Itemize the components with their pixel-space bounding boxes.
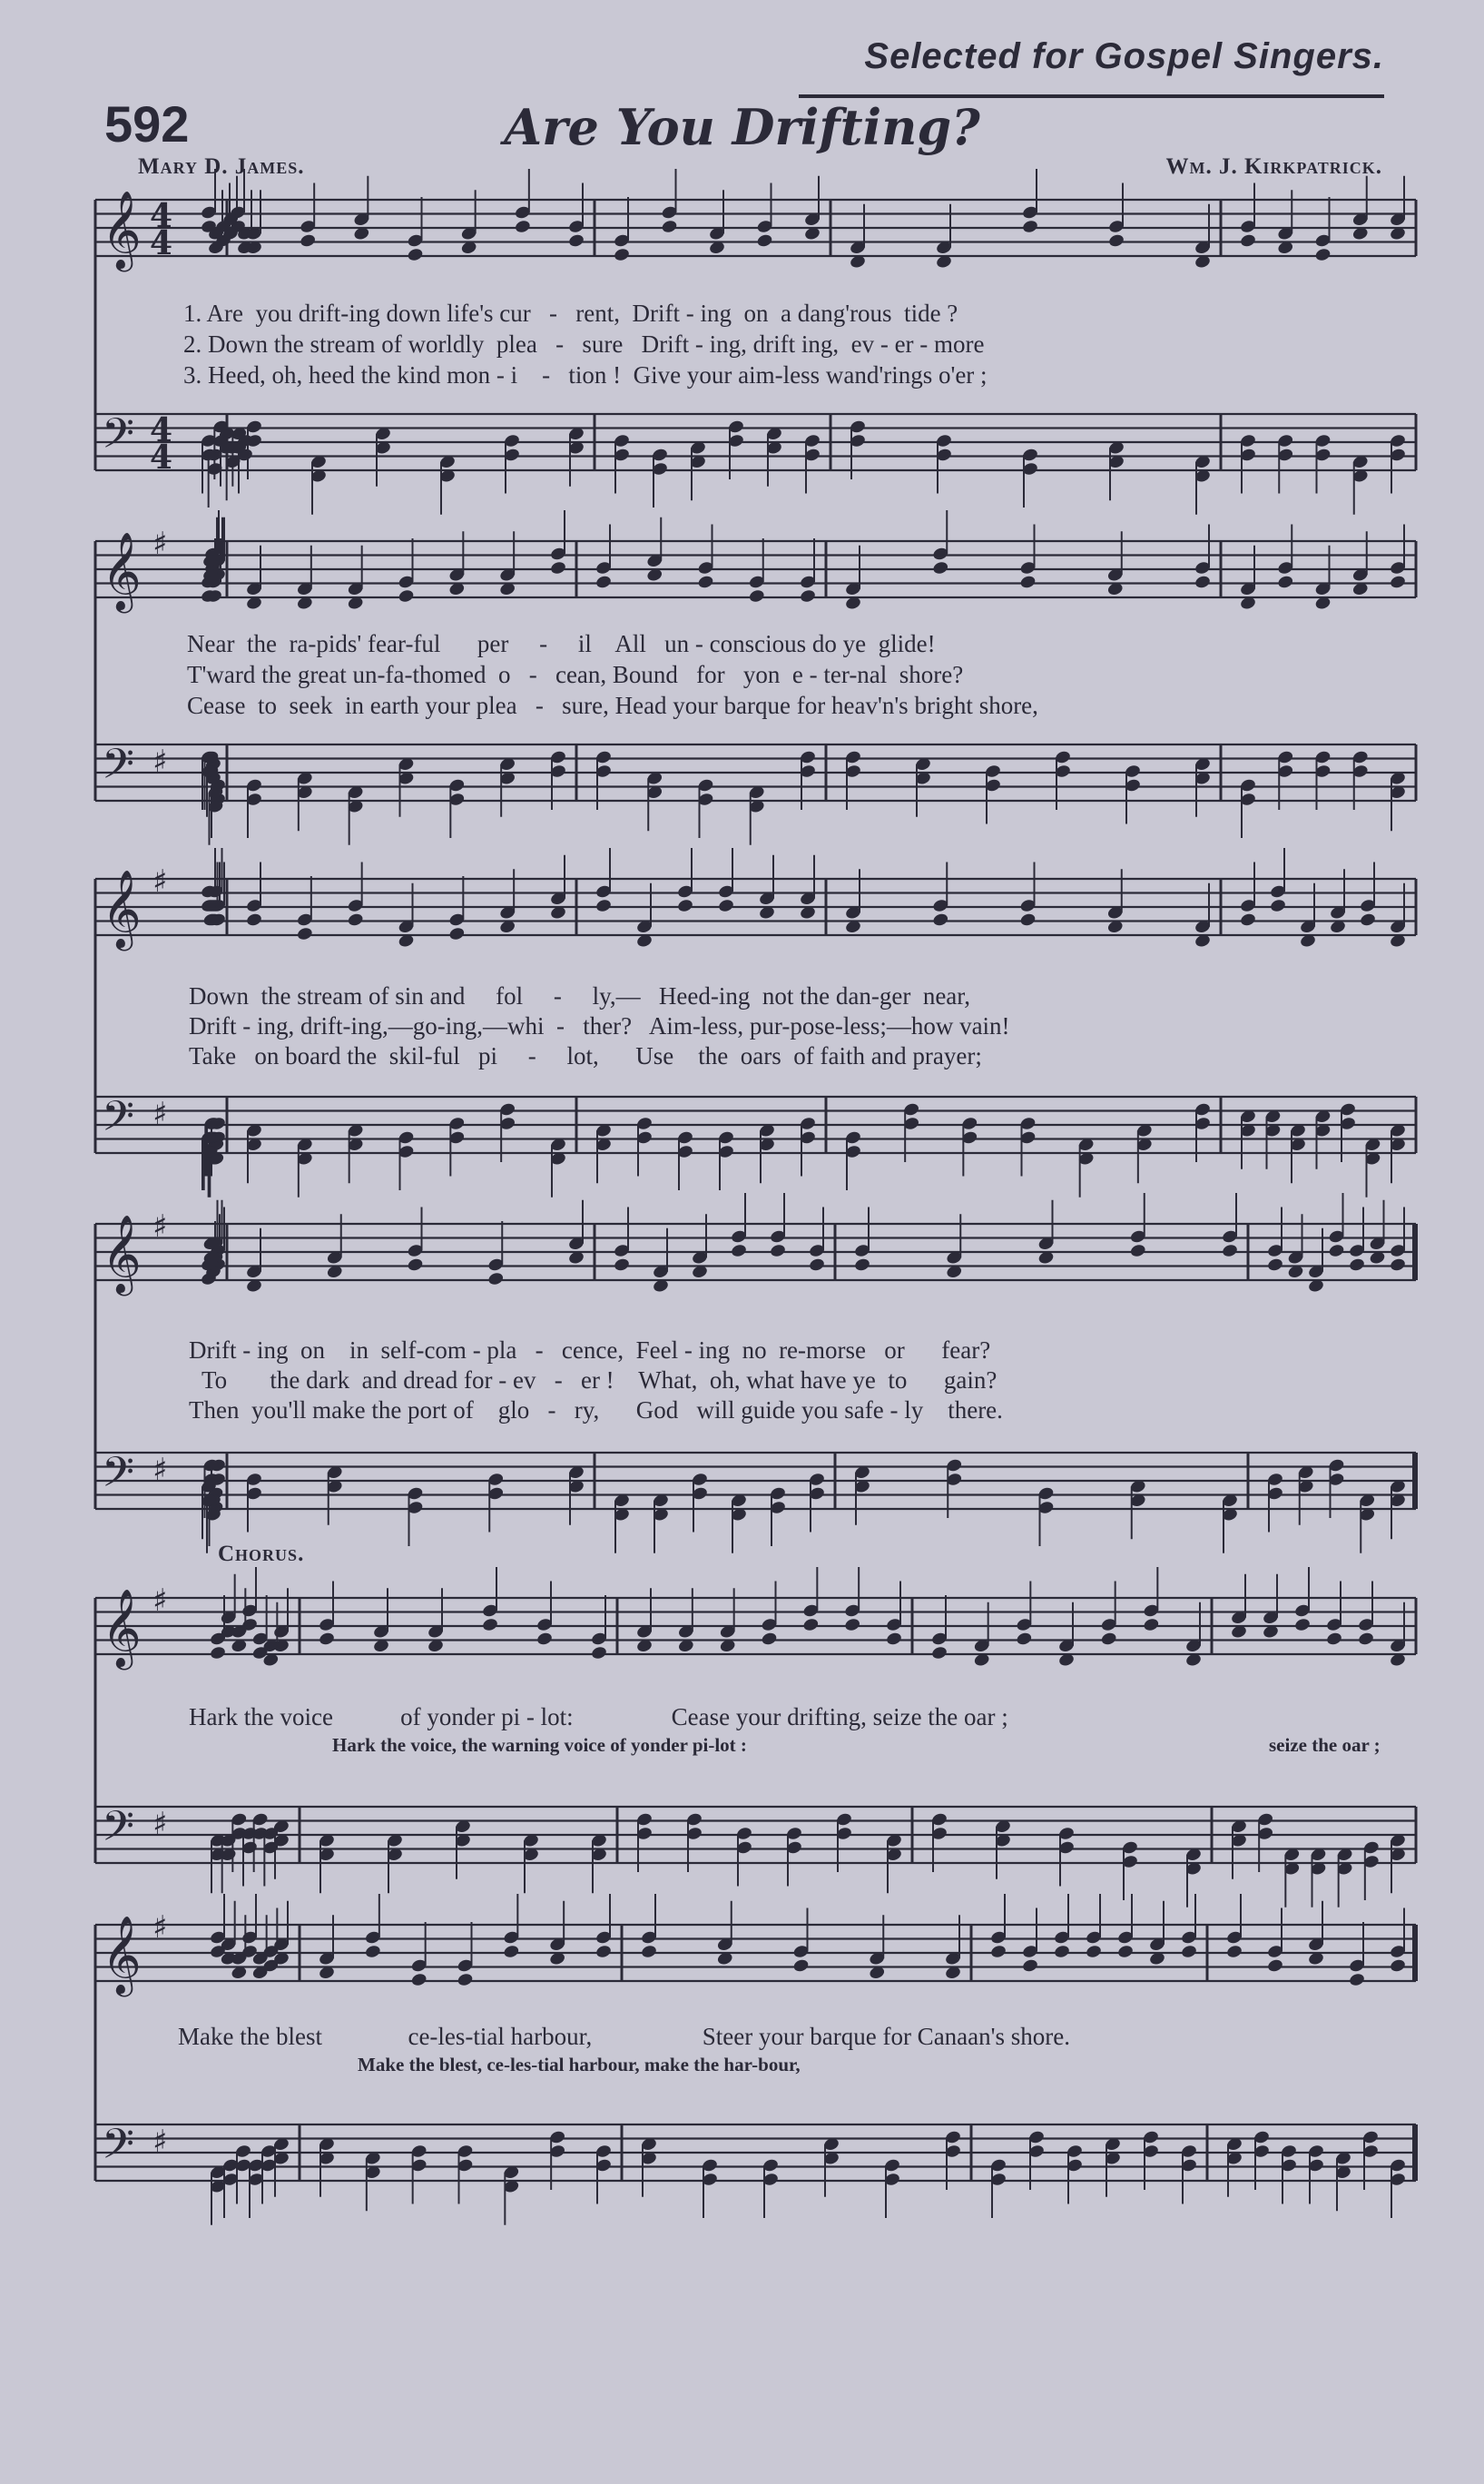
note-head	[1221, 1243, 1238, 1258]
note-head	[613, 247, 630, 262]
verse-line: Cease to seek in earth your plea - sure, Head your barque for heav'n's bright shore,	[187, 692, 1038, 719]
note-head	[1143, 1617, 1160, 1632]
note-head	[1019, 912, 1037, 928]
sharp-sign: ♯	[152, 1452, 168, 1488]
note-head	[209, 1645, 226, 1661]
note-head	[347, 912, 364, 928]
note-head	[1016, 1631, 1033, 1647]
verse-line: To the dark and dread for - ev - er ! What, oh, what have ye to gain?	[201, 1366, 998, 1394]
time-signature-top: 4	[150, 411, 173, 449]
note-head	[1277, 575, 1294, 590]
note-head	[844, 1617, 861, 1632]
hymn-title: Are You Drifting?	[504, 98, 980, 156]
note-head	[1180, 1944, 1197, 1959]
sharp-sign: ♯	[152, 1909, 168, 1946]
note-head	[697, 575, 714, 590]
time-signature-bottom: 4	[150, 224, 173, 262]
note-head	[1348, 1972, 1365, 1987]
note-head	[410, 1972, 428, 1987]
time-signature-top: 4	[150, 197, 173, 235]
sharp-sign: ♯	[152, 526, 168, 562]
note-head	[1225, 1944, 1243, 1959]
note-head	[802, 1617, 820, 1632]
note-head	[756, 233, 773, 249]
bar-lines	[95, 200, 1416, 2181]
note-head	[769, 1243, 786, 1258]
book-title: Selected for Gospel Singers.	[864, 36, 1384, 76]
composer-credit: Wm. J. Kirkpatrick.	[1165, 154, 1382, 179]
final-bar	[1412, 1224, 1418, 1280]
note-head	[1389, 1958, 1406, 1974]
bass-clef: 𝄢	[102, 409, 135, 468]
note-head	[549, 560, 566, 576]
note-head	[1325, 1631, 1342, 1647]
chorus-label: Chorus.	[218, 1542, 305, 1566]
note-head	[1116, 1944, 1134, 1959]
note-head	[676, 898, 693, 913]
note-head	[481, 1617, 498, 1632]
note-head	[1239, 233, 1256, 249]
note-head	[730, 1243, 747, 1258]
note-head	[989, 1944, 1007, 1959]
note-head	[808, 1257, 825, 1273]
note-head	[930, 1645, 948, 1661]
note-head	[1357, 1631, 1374, 1647]
note-head	[595, 898, 612, 913]
note-head	[1021, 1958, 1038, 1974]
note-head	[590, 1645, 607, 1661]
verse-line: Drift - ing, drift-ing,—go-ing,—whi - ther? Aim-less, pur-pose-less;—how vain!	[189, 1012, 1010, 1040]
note-head	[885, 1631, 902, 1647]
bass-clef: 𝄢	[102, 1448, 135, 1507]
sharp-sign: ♯	[152, 2124, 168, 2160]
chorus-line: Hark the voice of yonder pi - lot: Cease your drifting, seize the oar ;	[189, 1703, 1008, 1730]
note-head	[1019, 575, 1037, 590]
note-head	[853, 1257, 870, 1273]
verse-line: 3. Heed, oh, heed the kind mon - i - tion ! Give your aim-less wand'rings o'er ;	[183, 361, 988, 389]
note-head	[536, 1631, 553, 1647]
bass-clef: 𝄢	[102, 2120, 135, 2179]
note-head	[407, 1257, 424, 1273]
bass-clef: 𝄢	[102, 740, 135, 799]
chorus-echo-line: Make the blest, ce-les-tial harbour, make the har-bour,	[358, 2054, 801, 2075]
sharp-sign: ♯	[152, 863, 168, 900]
note-head	[932, 560, 949, 576]
note-head	[1359, 912, 1376, 928]
note-head	[1389, 1257, 1406, 1273]
chorus-echo-line: Hark the voice, the warning voice of yonder pi-lot :	[332, 1734, 747, 1756]
staff-lines	[95, 200, 1416, 2181]
note-head	[1328, 1243, 1345, 1258]
hymn-number: 592	[104, 95, 190, 153]
note-head	[1107, 233, 1125, 249]
final-bar	[1412, 1453, 1418, 1509]
note-heads	[200, 169, 1418, 2225]
chorus-echo-line-end: seize the oar ;	[1269, 1734, 1381, 1756]
note-head	[1053, 1944, 1070, 1959]
verse-line: 1. Are you drift-ing down life's cur - rent, Drift - ing on a dang'rous tide ?	[183, 300, 958, 327]
verse-line: Then you'll make the port of glo - ry, God will guide you safe - ly there.	[189, 1396, 1003, 1424]
sharp-sign: ♯	[152, 744, 168, 780]
note-head	[1389, 575, 1406, 590]
note-head	[1239, 912, 1256, 928]
treble-clef: 𝄞	[102, 1215, 142, 1293]
verse-line: Down the stream of sin and fol - ly,— Heed-ing not the dan-ger near,	[189, 982, 970, 1010]
note-head	[407, 247, 424, 262]
chorus-line: Make the blest ce-les-tial harbour, Steer your barque for Canaan's shore.	[178, 2023, 1070, 2050]
note-head	[1266, 1257, 1283, 1273]
note-head	[364, 1944, 381, 1959]
note-head	[398, 588, 415, 604]
verse-line: 2. Down the stream of worldly plea - sure Drift - ing, drift ing, ev - er - more	[183, 330, 985, 358]
note-head	[1129, 1243, 1146, 1258]
note-head	[1293, 1617, 1311, 1632]
note-head	[1314, 247, 1332, 262]
note-head	[717, 898, 734, 913]
note-head	[595, 1944, 612, 1959]
bass-clef: 𝄢	[102, 1802, 135, 1861]
treble-clef: 𝄞	[102, 532, 142, 610]
treble-clef: 𝄞	[102, 191, 142, 269]
verse-line: Near the ra-pids' fear-ful per - il All un - conscious do ye glide!	[187, 630, 936, 657]
note-head	[1348, 1257, 1365, 1273]
treble-clef: 𝄞	[102, 1589, 142, 1667]
verse-line: T'ward the great un-fa-thomed o - cean, Bound for yon e - ter-nal shore?	[187, 661, 964, 688]
sharp-sign: ♯	[152, 1806, 168, 1842]
verse-line: Take on board the skil-ful pi - lot, Use the oars of faith and prayer;	[189, 1042, 982, 1070]
treble-clef: 𝄞	[102, 870, 142, 948]
note-head	[1269, 898, 1286, 913]
note-head	[503, 1944, 520, 1959]
note-head	[318, 1631, 335, 1647]
note-head	[661, 219, 678, 234]
note-head	[514, 219, 531, 234]
bass-clef: 𝄢	[102, 1092, 135, 1151]
note-head	[1085, 1944, 1102, 1959]
note-head	[761, 1631, 778, 1647]
note-head	[300, 233, 317, 249]
note-head	[245, 912, 262, 928]
note-head	[1100, 1631, 1117, 1647]
note-head	[567, 233, 585, 249]
final-bar	[1412, 1925, 1418, 1981]
clefs	[102, 191, 172, 2179]
sharp-sign: ♯	[152, 1096, 168, 1132]
note-head	[932, 912, 949, 928]
time-signature-bottom: 4	[150, 439, 173, 477]
note-head	[792, 1958, 810, 1974]
sharp-sign: ♯	[152, 1582, 168, 1619]
note-head	[296, 926, 313, 941]
note-head	[487, 1271, 505, 1286]
note-head	[595, 575, 612, 590]
author-credit: Mary D. James.	[138, 154, 305, 179]
note-head	[1194, 575, 1211, 590]
note-head	[748, 588, 765, 604]
sharp-sign: ♯	[152, 1208, 168, 1245]
note-head	[613, 1257, 630, 1273]
note-head	[1266, 1958, 1283, 1974]
note-head	[448, 926, 466, 941]
note-head	[457, 1972, 474, 1987]
note-head	[1021, 219, 1038, 234]
verse-line: Drift - ing on in self-com - pla - cence, Feel - ing no re-morse or fear?	[189, 1336, 991, 1364]
final-bar	[1412, 2124, 1418, 2181]
note-head	[799, 588, 816, 604]
note-head	[640, 1944, 657, 1959]
treble-clef: 𝄞	[102, 1916, 142, 1994]
